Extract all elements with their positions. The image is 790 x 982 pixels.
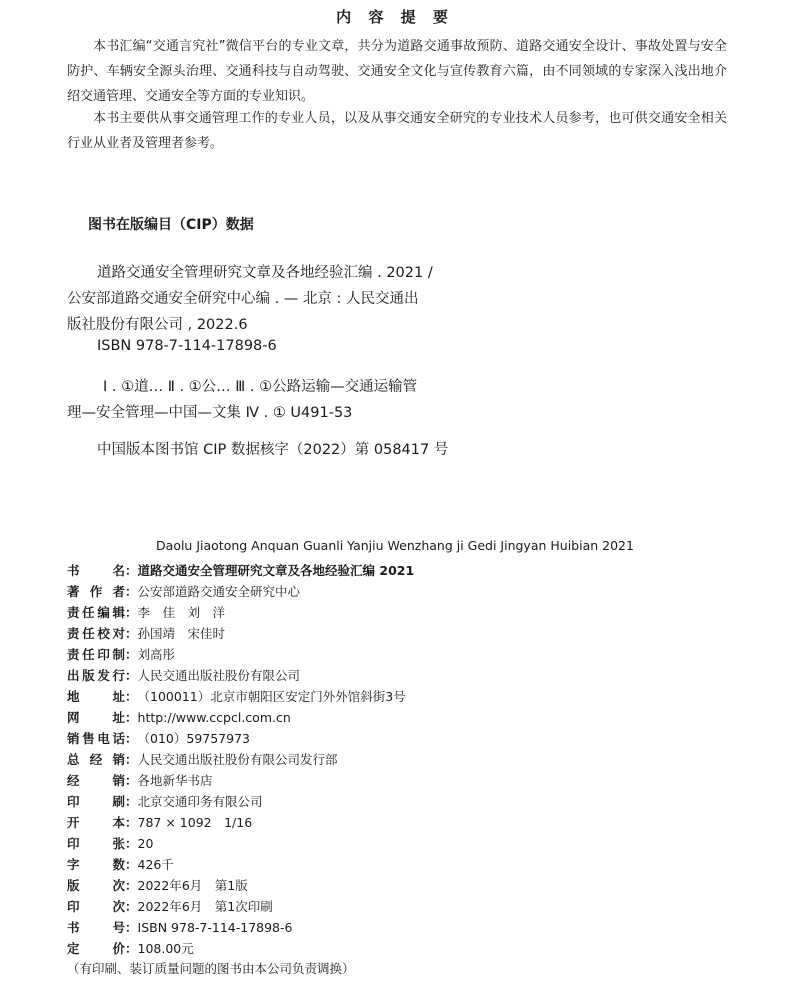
colophon-value: 426千: [137, 857, 174, 872]
colophon-row-isbn: 书 号 ： ISBN 978-7-114-17898-6: [67, 919, 293, 935]
colophon-value: 2022年6月 第1版: [137, 878, 248, 893]
colophon-row-printer: 印 刷 ： 北京交通印务有限公司: [67, 794, 263, 809]
colophon-row-word-count: 字 数 ： 426千: [67, 857, 174, 872]
summary-paragraph-2: 本书主要供从事交通管理工作的专业人员，以及从事交通安全研究的专业技术人员参考，也可供交通安全相关行业从业者及管理者参考。: [67, 111, 727, 151]
colophon-row-general-distributor: 总 经 销 ： 人民交通出版社股份有限公司发行部: [67, 752, 338, 767]
colophon-row-format: 开 本 ： 787 × 1092 1/16: [67, 815, 253, 830]
cip-title: 图书在版编目（CIP）数据: [88, 217, 254, 233]
colophon-value: 787 × 1092 1/16: [137, 815, 253, 830]
colophon-value: 孙国靖 宋佳时: [137, 626, 226, 641]
colophon-label: 书 名: [67, 563, 125, 578]
colophon-label: 定 价: [67, 941, 125, 956]
colophon-value: http://www.ccpcl.com.cn: [137, 709, 291, 725]
colophon-value: 李 佳 刘 洋: [137, 605, 226, 620]
colophon-row-impression: 印 次 ： 2022年6月 第1次印刷: [67, 899, 273, 914]
cip-classification: Ⅰ . ①道… Ⅱ . ①公… Ⅲ . ①公路运输—交通运输管: [103, 379, 418, 395]
colophon-row-publisher: 出版发行 ： 人民交通出版社股份有限公司: [67, 668, 301, 683]
colophon-row-distributor: 经 销 ： 各地新华书店: [67, 773, 213, 788]
colophon-label: 地 址: [67, 689, 125, 704]
colophon-value: 道路交通安全管理研究文章及各地经验汇编 2021: [137, 563, 415, 578]
colophon-row-sheets: 印 张 ： 20: [67, 835, 154, 851]
summary-heading: 内 容 提 要: [336, 8, 454, 26]
cip-line: 公安部道路交通安全研究中心编 . — 北京 : 人民交通出: [67, 291, 419, 307]
colophon-label: 责任校对: [67, 626, 125, 641]
colophon-value: 人民交通出版社股份有限公司: [137, 668, 301, 683]
colophon-value: （010）59757973: [137, 731, 250, 746]
colophon-label: 出版发行: [67, 668, 125, 683]
pinyin-title: Daolu Jiaotong Anquan Guanli Yanjiu Wenzhang ji Gedi Jingyan Huibian 2021: [156, 538, 634, 553]
cip-line: 道路交通安全管理研究文章及各地经验汇编 . 2021 /: [97, 265, 433, 281]
colophon-value: 2022年6月 第1次印刷: [137, 899, 273, 914]
colophon-value: 北京交通印务有限公司: [137, 794, 263, 809]
summary-paragraph-1: 本书汇编“交通言究社”微信平台的专业文章，共分为道路交通事故预防、道路交通安全设计、事故处置与安全防护、车辆安全源头治理、交通科技与自动驾驶、交通安全文化与宣传教育六篇，由不同领域的专家深入浅出地介绍交通管理、交通安全等方面的专业知识。: [67, 39, 727, 104]
cip-classification: 理—安全管理—中国—文集 Ⅳ . ① U491-53: [67, 405, 353, 421]
colophon-value: 人民交通出版社股份有限公司发行部: [137, 752, 338, 767]
colophon-row-address: 地 址 ： （100011）北京市朝阳区安定门外外馆斜街3号: [67, 689, 406, 704]
colophon-label: 网 址: [67, 710, 125, 725]
colophon-row-website: 网 址 ： http://www.ccpcl.com.cn: [67, 709, 291, 725]
colophon-label: 字 数: [67, 857, 125, 872]
colophon-value: 108.00元: [137, 941, 194, 956]
colophon-row-printing-supervisor: 责任印制 ： 刘高彤: [67, 647, 176, 662]
colophon-value: 20: [137, 835, 154, 851]
colophon-label: 印 张: [67, 836, 125, 851]
colophon-row-title: 书 名 ： 道路交通安全管理研究文章及各地经验汇编 2021: [67, 563, 415, 578]
colophon-label: 印 刷: [67, 794, 125, 809]
colophon-row-edition: 版 次 ： 2022年6月 第1版: [67, 878, 248, 893]
colophon-value: （100011）北京市朝阳区安定门外外馆斜街3号: [137, 689, 406, 704]
colophon-label: 销售电话: [67, 731, 125, 746]
colophon-label: 责任印制: [67, 647, 125, 662]
colophon-value: 刘高彤: [137, 647, 176, 662]
colophon-label: 印 次: [67, 899, 125, 914]
colophon-row-editor: 责任编辑 ： 李 佳 刘 洋: [67, 605, 226, 620]
quality-note: （有印刷、装订质量问题的图书由本公司负责调换）: [67, 961, 355, 976]
colophon-label: 总 经 销: [67, 752, 125, 767]
colophon-label: 经 销: [67, 773, 125, 788]
colophon-label: 书 号: [67, 920, 125, 935]
colophon-label: 责任编辑: [67, 605, 125, 620]
cip-record-number: 中国版本图书馆 CIP 数据核字（2022）第 058417 号: [97, 442, 449, 458]
colophon-row-proofreader: 责任校对 ： 孙国靖 宋佳时: [67, 626, 226, 641]
colophon-label: 著 作 者: [67, 584, 125, 599]
colophon-label: 开 本: [67, 815, 125, 830]
colophon-value: 公安部道路交通安全研究中心: [137, 584, 301, 599]
colophon-row-author: 著 作 者 ： 公安部道路交通安全研究中心: [67, 584, 301, 599]
cip-line: 版社股份有限公司 , 2022.6: [67, 317, 248, 333]
cip-isbn: ISBN 978-7-114-17898-6: [97, 338, 277, 354]
colophon-label: 版 次: [67, 878, 125, 893]
colophon-row-price: 定 价 ： 108.00元: [67, 941, 194, 956]
colophon-value: ISBN 978-7-114-17898-6: [137, 919, 293, 935]
colophon-row-sales-phone: 销售电话 ： （010）59757973: [67, 731, 250, 746]
colophon-value: 各地新华书店: [137, 773, 213, 788]
